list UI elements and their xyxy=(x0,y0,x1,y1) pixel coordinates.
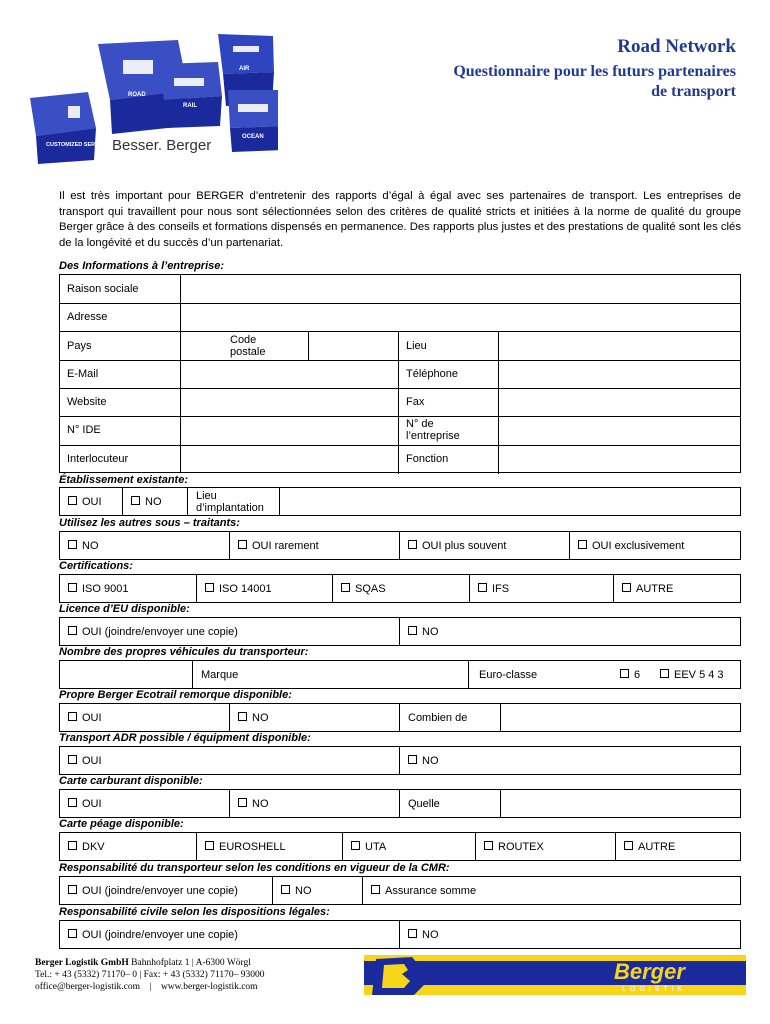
checkbox-icon xyxy=(238,712,247,721)
certification-iso14001[interactable]: ISO 14001 xyxy=(196,575,332,602)
interlocuteur-label: Interlocuteur xyxy=(67,453,129,465)
checkbox-icon xyxy=(68,496,77,505)
lieu-field[interactable] xyxy=(499,331,741,360)
customized-services-cube xyxy=(30,92,112,164)
checkbox-icon xyxy=(484,841,493,850)
checkbox-icon xyxy=(238,540,247,549)
telephone-field[interactable] xyxy=(499,360,741,388)
quelle-field[interactable] xyxy=(500,790,740,817)
ecotrail-row xyxy=(59,703,741,732)
raison-sociale-label: Raison sociale xyxy=(67,283,139,295)
euro-6-option[interactable]: 6 xyxy=(612,661,652,688)
checkbox-icon xyxy=(131,496,140,505)
licence-non-option[interactable]: NO xyxy=(399,618,740,645)
vehicules-row xyxy=(59,660,741,689)
ide-field[interactable] xyxy=(181,416,397,445)
euro-eev-option[interactable]: EEV 5 4 3 xyxy=(652,661,740,688)
etablissement-non-option[interactable]: NO xyxy=(122,488,187,515)
cmr-row xyxy=(59,876,741,905)
berger-logistik-logo xyxy=(364,955,746,995)
section-civile-heading: Responsabilité civile selon les dispositions légales: xyxy=(59,906,330,918)
fax-label: Fax xyxy=(406,396,425,408)
civile-oui-option[interactable]: OUI (joindre/envoyer une copie) xyxy=(60,921,399,948)
checkbox-icon xyxy=(408,626,417,635)
checkbox-icon xyxy=(68,885,77,894)
section-vehicules-heading: Nombre des propres véhicules du transporteur: xyxy=(59,646,309,658)
etablissement-oui-option[interactable]: OUI xyxy=(60,488,122,515)
sous-traitants-option-rarement[interactable]: OUI rarement xyxy=(229,532,399,559)
section-carburant-heading: Carte carburant disponible: xyxy=(59,775,203,787)
checkbox-icon xyxy=(68,626,77,635)
footer-separator: | xyxy=(149,982,152,992)
section-etablissement-heading: Établissement existante: xyxy=(59,474,188,486)
website-field[interactable] xyxy=(181,388,397,416)
adr-oui-option[interactable]: OUI xyxy=(60,747,399,774)
rail-label: RAIL xyxy=(183,103,197,109)
marque-label: Marque xyxy=(192,661,468,688)
footer-address xyxy=(35,957,264,993)
section-certifications-heading: Certifications: xyxy=(59,560,133,572)
section-licence-heading: Licence d’EU disponible: xyxy=(59,603,190,615)
vehicules-count-field[interactable] xyxy=(60,661,192,688)
adresse-label: Adresse xyxy=(67,311,108,323)
sous-traitants-row xyxy=(59,531,741,560)
section-cmr-heading: Responsabilité du transporteur selon les conditions en vigueur de la CMR: xyxy=(59,862,450,874)
checkbox-icon xyxy=(620,669,629,678)
logo-berger-text: Berger xyxy=(614,959,685,984)
customized-label: CUSTOMIZED SERVICES xyxy=(46,142,112,148)
pays-label: Pays xyxy=(67,340,92,352)
checkbox-icon xyxy=(478,583,487,592)
lieu-implantation-label: Lieu d’implantation xyxy=(187,488,279,515)
peage-euroshell[interactable]: EUROSHELL xyxy=(196,833,342,860)
checkbox-icon xyxy=(622,583,631,592)
licence-row xyxy=(59,617,741,646)
checkbox-icon xyxy=(238,798,247,807)
page-subtitle: Questionnaire pour les futurs partenaires de transport xyxy=(453,63,736,100)
besser-berger-text: Besser. Berger xyxy=(112,137,212,154)
civile-non-option[interactable]: NO xyxy=(399,921,740,948)
euro-classe-label: Euro-classe xyxy=(468,661,612,688)
page-title: Road Network xyxy=(617,36,736,57)
checkbox-icon xyxy=(205,583,214,592)
fonction-field[interactable] xyxy=(499,445,741,474)
road-label: ROAD xyxy=(128,92,146,98)
checkbox-icon xyxy=(351,841,360,850)
interlocuteur-field[interactable] xyxy=(181,445,397,474)
ide-label: N° IDE xyxy=(67,424,101,436)
air-label: AIR xyxy=(239,66,250,72)
peage-dkv[interactable]: DKV xyxy=(60,833,196,860)
checkbox-icon xyxy=(68,712,77,721)
checkbox-icon xyxy=(408,540,417,549)
checkbox-icon xyxy=(408,929,417,938)
ocean-label: OCEAN xyxy=(242,134,264,140)
sous-traitants-option-exclusivement[interactable]: OUI exclusivement xyxy=(569,532,740,559)
section-sous-traitants-heading: Utilisez les autres sous – traitants: xyxy=(59,517,240,529)
ecotrail-oui-option[interactable]: OUI xyxy=(60,704,229,731)
checkbox-icon xyxy=(68,841,77,850)
intro-paragraph: Il est très important pour BERGER d’entretenir des rapports d’égal à égal avec ses partenaires de transport. Les entreprises de transport qui travaillent pour nous sont sélectionnées selon des critères de qualité stricts et initiées à la norme de qualité du groupe Berger grâce à des conseils et formations dispensés en permanence. Des rapports plus justes et des prestations de qualité sont les clés de la longévité et du succès d’un partenariat. xyxy=(59,190,741,249)
peage-routex[interactable]: ROUTEX xyxy=(475,833,615,860)
peage-autre[interactable]: AUTRE xyxy=(615,833,740,860)
adr-row xyxy=(59,746,741,775)
checkbox-icon xyxy=(68,929,77,938)
rail-cube xyxy=(160,62,222,128)
certification-iso9001[interactable]: ISO 9001 xyxy=(60,575,196,602)
checkbox-icon xyxy=(408,755,417,764)
checkbox-icon xyxy=(68,540,77,549)
lieu-label: Lieu xyxy=(406,340,427,352)
peage-row xyxy=(59,832,741,861)
footer-company: Berger Logistik GmbH xyxy=(35,958,129,968)
section-ecotrail-heading: Propre Berger Ecotrail remorque disponible: xyxy=(59,689,292,701)
cmr-oui-option[interactable]: OUI (joindre/envoyer une copie) xyxy=(60,877,272,904)
checkbox-icon xyxy=(624,841,633,850)
email-label: E-Mail xyxy=(67,368,99,380)
combien-label: Combien de xyxy=(399,704,500,731)
civile-row xyxy=(59,920,741,949)
checkbox-icon xyxy=(341,583,350,592)
section-company-heading: Des Informations à l’entreprise: xyxy=(59,260,225,272)
sous-traitants-option-no[interactable]: NO xyxy=(60,532,229,559)
checkbox-icon xyxy=(68,755,77,764)
carburant-non-option[interactable]: NO xyxy=(229,790,399,817)
ocean-cube xyxy=(228,90,278,152)
certification-sqas[interactable]: SQAS xyxy=(332,575,469,602)
lieu-implantation-field[interactable] xyxy=(279,488,740,515)
section-peage-heading: Carte péage disponible: xyxy=(59,818,184,830)
checkbox-icon xyxy=(68,583,77,592)
telephone-label: Téléphone xyxy=(406,368,458,380)
etablissement-row xyxy=(59,487,741,516)
footer-phone: Tel.: + 43 (5332) 71170– 0 | Fax: + 43 (5332) 71170– 93000 xyxy=(35,970,265,980)
quelle-label: Quelle xyxy=(399,790,500,817)
footer-web[interactable]: www.berger-logistik.com xyxy=(160,982,258,992)
checkbox-icon xyxy=(578,540,587,549)
licence-oui-option[interactable]: OUI (joindre/envoyer une copie) xyxy=(60,618,399,645)
peage-uta[interactable]: UTA xyxy=(342,833,475,860)
code-postale-field[interactable] xyxy=(309,331,397,360)
website-label: Website xyxy=(67,396,107,408)
email-field[interactable] xyxy=(181,360,397,388)
footer-street: Bahnhofplatz 1 | A-6300 Wörgl xyxy=(131,958,251,968)
combien-field[interactable] xyxy=(500,704,740,731)
code-postale-label: Code postale xyxy=(230,334,266,358)
footer-email[interactable]: office@berger-logistik.com xyxy=(35,982,141,992)
sous-traitants-option-souvent[interactable]: OUI plus souvent xyxy=(399,532,569,559)
n-entreprise-label: N° de l’entreprise xyxy=(406,418,460,442)
adresse-field[interactable] xyxy=(181,303,741,331)
logo-logistik-text: LOGISTIK xyxy=(622,986,687,993)
fax-field[interactable] xyxy=(499,388,741,416)
section-adr-heading: Transport ADR possible / équipment disponible: xyxy=(59,732,311,744)
certification-autre[interactable]: AUTRE xyxy=(613,575,740,602)
ecotrail-non-option[interactable]: NO xyxy=(229,704,399,731)
adr-non-option[interactable]: NO xyxy=(399,747,740,774)
checkbox-icon xyxy=(371,885,380,894)
certification-ifs[interactable]: IFS xyxy=(469,575,613,602)
cmr-non-option[interactable]: NO xyxy=(272,877,362,904)
carburant-oui-option[interactable]: OUI xyxy=(60,790,229,817)
company-info-table xyxy=(59,274,741,473)
checkbox-icon xyxy=(281,885,290,894)
certifications-row xyxy=(59,574,741,603)
n-entreprise-field[interactable] xyxy=(499,416,741,445)
checkbox-icon xyxy=(205,841,214,850)
raison-sociale-field[interactable] xyxy=(181,275,741,303)
besser-berger-logo xyxy=(28,34,278,164)
checkbox-icon xyxy=(660,669,669,678)
carburant-row xyxy=(59,789,741,818)
checkbox-icon xyxy=(68,798,77,807)
fonction-label: Fonction xyxy=(406,453,449,465)
assurance-somme-option[interactable]: Assurance somme xyxy=(362,877,740,904)
